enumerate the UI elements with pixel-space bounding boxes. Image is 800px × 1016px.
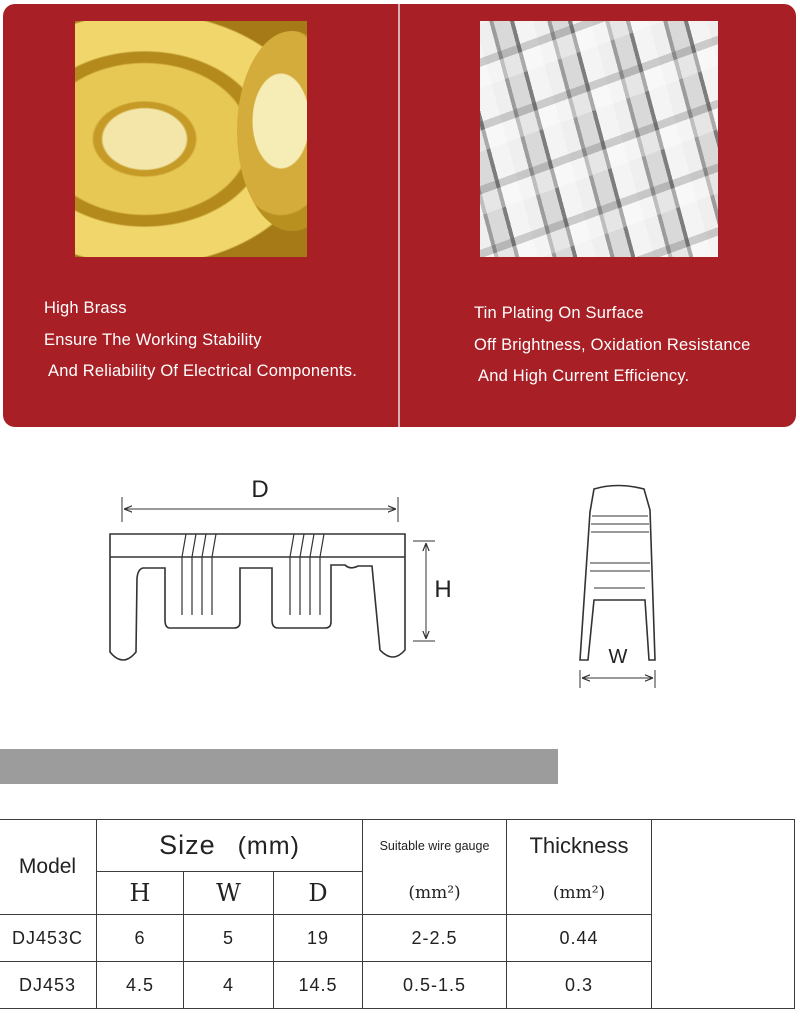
terminal-side-view [110,497,435,660]
cell-w: 4 [184,962,274,1009]
cell-thickness: 0.44 [507,915,652,962]
brass-coil-photo [75,21,307,257]
header-model: Model [0,820,97,915]
header-d: D [274,872,363,915]
cell-h: 4.5 [97,962,184,1009]
banner-divider [398,4,400,427]
header-wire-gauge-unit: (mm²) [363,872,507,915]
cell-thickness: 0.3 [507,962,652,1009]
header-h: H [97,872,184,915]
feature-line: Off Brightness, Oxidation Resistance [474,335,751,354]
feature-line: And Reliability Of Electrical Components. [48,362,357,380]
cell-d: 14.5 [274,962,363,1009]
cell-model: DJ453C [0,915,97,962]
header-size-label: Size [159,830,216,860]
feature-line: Tin Plating On Surface [474,304,644,322]
dimension-label-h: H [434,576,452,603]
section-divider-bar [0,749,558,784]
dimension-drawing [0,440,800,730]
header-thickness-unit: (mm²) [507,872,652,915]
feature-line: And High Current Efficiency. [478,367,690,385]
empty-column [652,820,795,1009]
cell-w: 5 [184,915,274,962]
cell-wire-gauge: 0.5-1.5 [363,962,507,1009]
tinned-terminals-photo [480,21,718,257]
cell-wire-gauge: 2-2.5 [363,915,507,962]
feature-text-tin [474,298,751,393]
cell-model: DJ453 [0,962,97,1009]
header-thickness: Thickness [507,820,652,872]
feature-line: Ensure The Working Stability [44,330,262,349]
header-size [97,820,363,872]
spec-table [0,819,795,1009]
header-size-unit: (mm) [237,832,300,860]
cell-d: 19 [274,915,363,962]
dimension-label-d: D [251,476,269,503]
feature-line: High Brass [44,299,127,317]
feature-text-brass [44,293,357,388]
header-wire-gauge: Suitable wire gauge [363,820,507,872]
header-w: W [184,872,274,915]
dimension-label-w: W [608,646,628,668]
cell-h: 6 [97,915,184,962]
